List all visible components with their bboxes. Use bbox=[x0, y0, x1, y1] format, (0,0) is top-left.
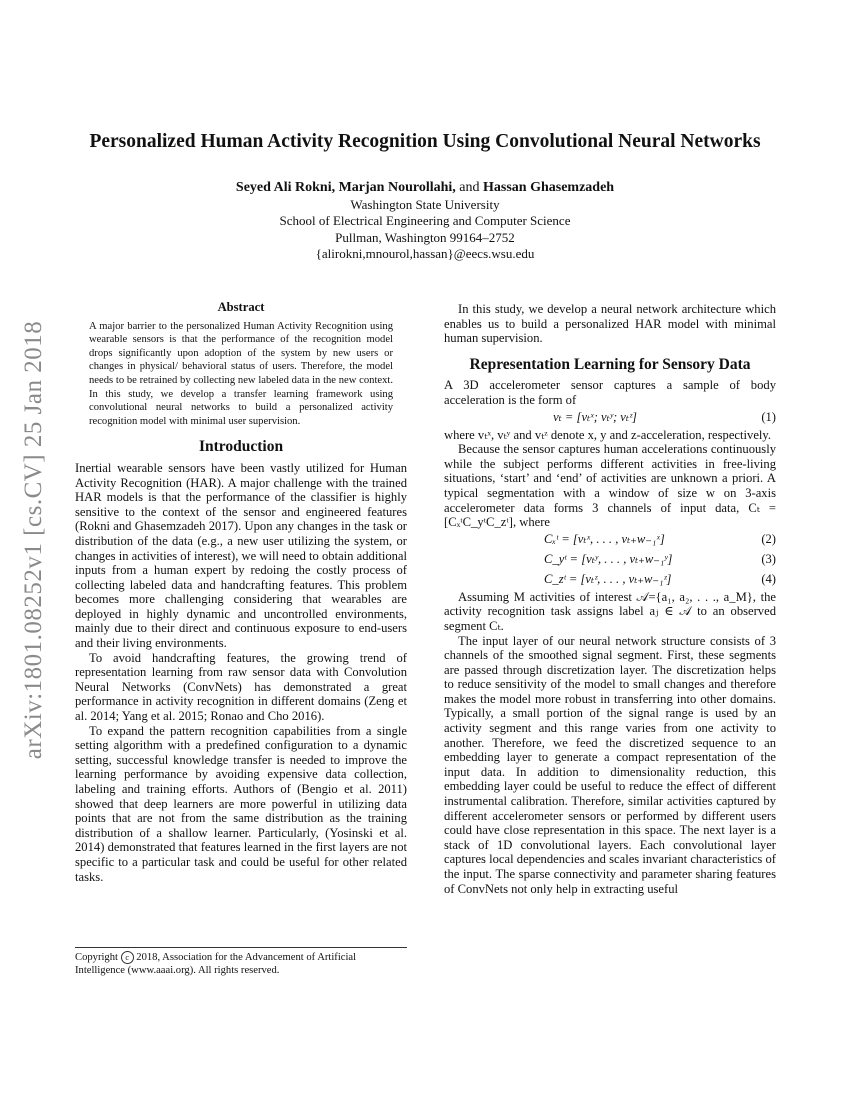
equation-2 bbox=[444, 530, 776, 550]
body-paragraph: Assuming M activities of interest 𝒜={a₁, a₂, . . ., a_M}, the activity recognition task assigns label aⱼ ∈ 𝒜 to an observed segment Cₜ. bbox=[444, 589, 776, 633]
abstract-heading: Abstract bbox=[217, 300, 265, 314]
body-paragraph: The input layer of our neural network structure consists of 3 channels of the smoothed signal segment. First, these segments are passed through discretization layer. The discretization helps to reduce sensitivity of the model to small changes and therefore makes the model more robust in transferring into other domains. Typically, a small portion of the signal range is used by an activity segment and this range varies from one activity to another. Therefore, we feed the discretized sequence to an embedding layer to generate a compact representation of the input data. In addition to dimensionality reduction, this embedding layer could be useful to reduce the effect of different instrumental calibration. Therefore, similar activities captured by different accelerometer sensors or performed by different users could have close representation in this space. The next layer is a stack of 1D convolutional layers. Each convolutional layer captures local dependencies and scales invariant characteristics of the input. The sparse connectivity and parameter sharing features of ConvNets not only help in extracting useful bbox=[444, 633, 776, 896]
arxiv-id-text: arXiv:1801.08252v1 [cs.CV] 25 Jan 2018 bbox=[20, 320, 47, 760]
copyright-icon: c bbox=[121, 951, 134, 964]
authors: Seyed Ali Rokni, Marjan Nourollahi, bbox=[235, 180, 456, 195]
author-line bbox=[70, 180, 780, 196]
equation-number: (3) bbox=[761, 552, 776, 567]
equation-group bbox=[444, 530, 776, 590]
copyright-footnote bbox=[75, 947, 407, 977]
arxiv-identifier bbox=[4, 280, 64, 800]
equation-1 bbox=[444, 408, 776, 428]
body-paragraph: where vₜˣ, vₜʸ and vₜᶻ denote x, y and z-acceleration, respectively. bbox=[444, 427, 772, 442]
introduction-heading: Introduction bbox=[198, 438, 284, 456]
affiliation-line: Pullman, Washington 99164–2752 bbox=[335, 229, 515, 245]
affiliation-line: Washington State University bbox=[350, 197, 500, 212]
and-text: and bbox=[459, 180, 480, 195]
affiliation-line: School of Electrical Engineering and Computer Science bbox=[279, 213, 571, 229]
intro-paragraph: To expand the pattern recognition capabilities from a single setting algorithm with a predefined configuration to a dynamic setting, successful knowledge transfer is needed to improve the learning performance by avoiding expensive data collection, labeling and training efforts. Authors of (Bengio et al. 2011) showed that deep learners are more powerful in utilizing data points that are not from the same distribution as the training distribution of a shallow learner. Particularly, (Yosinski et al. 2014) demonstrated that features learned in the first layers are not specific to a particular task and could be useful for other related tasks. bbox=[75, 723, 407, 884]
intro-paragraph: To avoid handcrafting features, the growing trend of representation learning from raw sensor data with Convolution Neural Networks (ConvNets) has demonstrated a great performance in activity recognition in different domains (Zeng et al. 2014; Yang et al. 2015; Ronao and Cho 2016). bbox=[75, 650, 407, 724]
study-paragraph: In this study, we develop a neural network architecture which enables us to build a personalized HAR model with minimal human supervision. bbox=[444, 302, 776, 346]
equation-3 bbox=[444, 550, 776, 570]
intro-paragraph: Inertial wearable sensors have been vastly utilized for Human Activity Recognition (HAR). A major challenge with the trained HAR models is that the performance of the classifier is highly sensitive to the context of the sensor and engineered features (Rokni and Ghasemzadeh 2017). Upon any changes in the task or distribution of the data (e.g., a new user utilizing the system, or changes in activities of interest), we will need to obtain additional inputs from a human expert by redoing the costly process of collecting labeled data and handcrafting features. This problem becomes more challenging considering that wearables are deployed in highly dynamic and uncontrolled environments, mainly due to their direct and continuous exposure to end-users and their living environments. bbox=[75, 460, 407, 651]
equation-body: Cₓᵗ = [vₜˣ, . . . , vₜ₊w₋₁ˣ] bbox=[544, 532, 665, 547]
equation-body: vₜ = [vₜˣ; vₜʸ; vₜᶻ] bbox=[553, 410, 637, 425]
body-paragraph: A 3D accelerometer sensor captures a sample of body acceleration is the form of bbox=[444, 378, 776, 407]
equation-body: C_zᵗ = [vₜᶻ, . . . , vₜ₊w₋₁ᶻ] bbox=[544, 572, 672, 587]
equation-body: C_yᵗ = [vₜʸ, . . . , vₜ₊w₋₁ʸ] bbox=[544, 552, 673, 567]
right-column bbox=[444, 302, 776, 896]
equation-number: (1) bbox=[761, 410, 776, 425]
affiliation-email: {alirokni,mnourol,hassan}@eecs.wsu.edu bbox=[315, 245, 535, 261]
equation-4 bbox=[444, 570, 776, 590]
body-paragraph: Because the sensor captures human accelerations continuously while the subject performs different activities in free-living situations, ‘start’ and ‘end’ of activities are unknown a priori. A typical segmentation with a window of size w on 3-axis accelerometer data forms 3 channels of input data, Cₜ = [CₓᵗC_yᵗC_zᵗ], where bbox=[444, 442, 776, 530]
affiliation bbox=[70, 197, 780, 262]
copyright-prefix: Copyright bbox=[75, 952, 118, 963]
copyright-text: 2018, Association for the Advancement of Artificial Intelligence (www.aaai.org). All rights reserved. bbox=[75, 952, 357, 976]
abstract-text: A major barrier to the personalized Human Activity Recognition using wearable sensors is that the performance of the recognition model drops significantly upon adoption of the system by new users or changes in physical/ behavioral status of users. Therefore, the model needs to be retrained by collecting new labeled data in the new context. In this study, we develop a transfer learning framework using convolutional neural networks to build a personalized activity recognition model with minimal user supervision. bbox=[89, 320, 393, 427]
left-column bbox=[75, 300, 407, 884]
paper-title: Personalized Human Activity Recognition Using Convolutional Neural Networks bbox=[89, 131, 761, 152]
section-heading: Representation Learning for Sensory Data bbox=[469, 355, 751, 373]
equation-number: (4) bbox=[761, 572, 776, 587]
last-author: Hassan Ghasemzadeh bbox=[483, 180, 615, 195]
equation-number: (2) bbox=[761, 532, 776, 547]
